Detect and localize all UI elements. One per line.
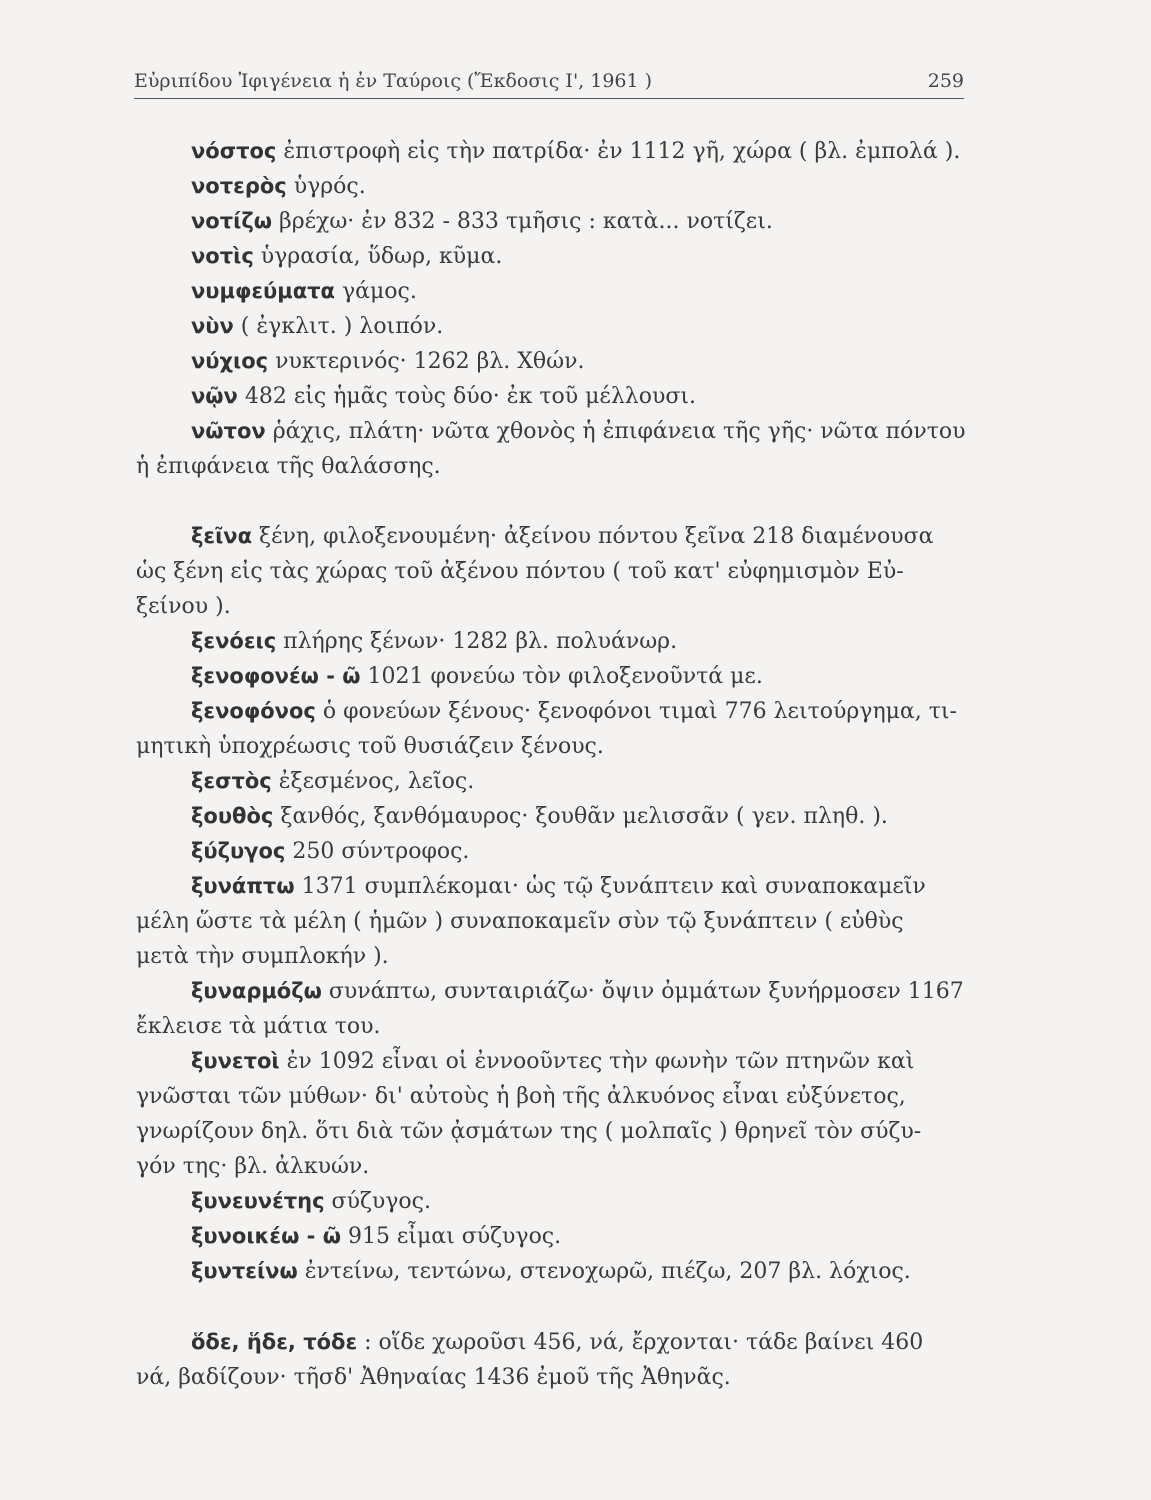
entry-continuation: γνῶσται τῶν μύθων· δι' αὐτοὺς ἡ βοὴ τῆς ἀλκυόνος εἶναι εὐξύνετος, [136, 1084, 906, 1109]
entry-continuation: ξείνου ). [136, 594, 231, 619]
lemma: ξυνάπτω [191, 874, 295, 898]
definition: 915 εἶμαι σύζυγος. [340, 1224, 562, 1249]
lemma: νοτὶς [191, 244, 254, 268]
lemma: ξυναρμόζω [191, 979, 322, 1003]
entry [136, 1219, 972, 1254]
entry [136, 764, 972, 799]
definition: ῥάχις, πλάτη· νῶτα χθονὸς ἡ ἐπιφάνεια τῆς γῆς· νῶτα πόντου [265, 419, 966, 444]
lemma: ξύζυγος [191, 839, 286, 863]
entry [136, 379, 972, 414]
lemma: ξεῖνα [191, 524, 253, 548]
lemma: νὺν [191, 314, 234, 338]
entry [136, 134, 972, 169]
entry-continuation: μετὰ τὴν συμπλοκήν ). [136, 944, 389, 969]
lemma: νόστος [191, 139, 277, 163]
header-title: Εὐριπίδου Ἰφιγένεια ἡ ἐν Ταύροις (Ἔκδοσις Ι', 1961 ) [134, 70, 653, 92]
lemma: ξενόεις [191, 629, 277, 653]
lemma: νύχιος [191, 349, 269, 373]
entry-continuation: ἡ ἐπιφάνεια τῆς θαλάσσης. [136, 454, 441, 479]
lemma: ξυνετοὶ [191, 1049, 280, 1073]
definition: ὑγρασία, ὕδωρ, κῦμα. [253, 244, 503, 269]
lemma: νοτερὸς [191, 174, 287, 198]
lemma: ξυνοικέω - ῶ [191, 1224, 341, 1248]
entry [136, 274, 972, 309]
definition: ὁ φονεύων ξένους· ξενοφόνοι τιμαὶ 776 λειτούργημα, τι- [315, 699, 957, 724]
lemma: ὅδε, ἥδε, τόδε [191, 1330, 358, 1354]
lemma: ξουθὸς [191, 804, 274, 828]
entry [136, 519, 972, 554]
entry-continuation: γνωρίζουν δηλ. ὅτι διὰ τῶν ᾀσμάτων της ( μολπαῖς ) θρηνεῖ τὸν σύζυ- [136, 1119, 922, 1144]
section-gap [136, 484, 972, 519]
entry-continuation: νά, βαδίζουν· τῆσδ' Ἀθηναίας 1436 ἐμοῦ τῆς Ἀθηνᾶς. [136, 1365, 731, 1390]
entry-continuation: μητικὴ ὑποχρέωσις τοῦ θυσιάζειν ξένους. [136, 734, 604, 759]
glossary-body [136, 134, 972, 1395]
lemma: νυμφεύματα [191, 279, 335, 303]
definition: ξανθός, ξανθόμαυρος· ξουθᾶν μελισσᾶν ( γεν. πληθ. ). [273, 804, 888, 829]
entry [136, 974, 972, 1009]
entry [136, 624, 972, 659]
definition: 1021 φονεύω τὸν φιλοξενοῦντά με. [360, 664, 763, 689]
entry [136, 204, 972, 239]
page-number: 259 [927, 70, 964, 92]
definition: γάμος. [334, 279, 417, 304]
section-gap [136, 1289, 972, 1325]
entry [136, 344, 972, 379]
entry-continuation: γόν της· βλ. ἀλκυών. [136, 1154, 370, 1179]
entry [136, 309, 972, 344]
lemma: νοτίζω [191, 209, 272, 233]
definition: ξένη, φιλοξενουμένη· ἀξείνου πόντου ξεῖνα 218 διαμένουσα [252, 524, 934, 549]
definition: ἐντείνω, τεντώνω, στενοχωρῶ, πιέζω, 207 βλ. λόχιος. [297, 1259, 911, 1284]
entry [136, 1044, 972, 1079]
entry [136, 1254, 972, 1289]
entry [136, 869, 972, 904]
entry [136, 834, 972, 869]
lemma: ξενοφόνος [191, 699, 316, 723]
entry-continuation: ὡς ξένη εἰς τὰς χώρας τοῦ ἀξένου πόντου ( τοῦ κατ' εὐφημισμὸν Εὐ- [136, 559, 904, 584]
definition: : οἵδε χωροῦσι 456, νά, ἔρχονται· τάδε βαίνει 460 [357, 1330, 924, 1355]
definition: ἐν 1092 εἶναι οἱ ἐννοοῦντες τὴν φωνὴν τῶν πτηνῶν καὶ [279, 1049, 915, 1074]
lemma: νῶτον [191, 419, 266, 443]
entry [136, 799, 972, 834]
entry-continuation: ἔκλεισε τὰ μάτια του. [136, 1014, 381, 1039]
definition: ἐξεσμένος, λεῖος. [271, 769, 475, 794]
definition: νυκτερινός· 1262 βλ. Χθών. [268, 349, 585, 374]
definition: ὑγρός. [286, 174, 366, 199]
entry [136, 239, 972, 274]
definition: συνάπτω, συνταιριάζω· ὄψιν ὀμμάτων ξυνήρμοσεν 1167 [321, 979, 964, 1004]
entry [136, 1184, 972, 1219]
definition: 482 εἰς ἡμᾶς τοὺς δύο· ἐκ τοῦ μέλλουσι. [237, 384, 696, 409]
running-header [134, 68, 964, 99]
entry-continuation: μέλη ὥστε τὰ μέλη ( ἡμῶν ) συναποκαμεῖν σὺν τῷ ξυνάπτειν ( εὐθὺς [136, 909, 904, 934]
entry [136, 694, 972, 729]
definition: πλήρης ξένων· 1282 βλ. πολυάνωρ. [276, 629, 678, 654]
definition: ( ἐγκλιτ. ) λοιπόν. [233, 314, 444, 339]
lemma: νῷν [191, 384, 238, 408]
definition: σύζυγος. [324, 1189, 431, 1214]
lemma: ξυνευνέτης [191, 1189, 325, 1213]
lemma: ξεστὸς [191, 769, 272, 793]
definition: βρέχω· ἐν 832 - 833 τμῆσις : κατὰ... νοτίζει. [271, 209, 773, 234]
entry [136, 1325, 972, 1360]
definition: 250 σύντροφος. [285, 839, 470, 864]
entry [136, 169, 972, 204]
lemma: ξενοφονέω - ῶ [191, 664, 361, 688]
definition: ἐπιστροφὴ εἰς τὴν πατρίδα· ἐν 1112 γῆ, χώρα ( βλ. ἐμπολά ). [276, 139, 961, 164]
entry [136, 659, 972, 694]
lemma: ξυντείνω [191, 1259, 298, 1283]
definition: 1371 συμπλέκομαι· ὡς τῷ ξυνάπτειν καὶ συναποκαμεῖν [294, 874, 926, 899]
entry [136, 414, 972, 449]
